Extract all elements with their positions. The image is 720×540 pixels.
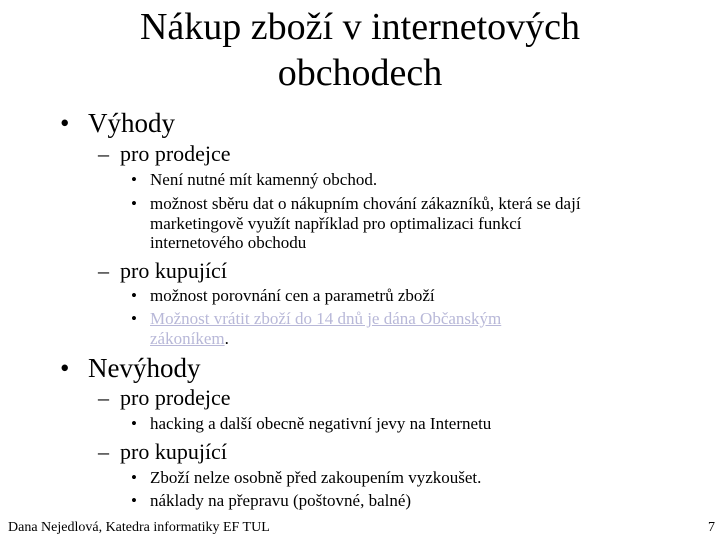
law-link-continuation[interactable]: zákoníkem (150, 329, 225, 348)
slide-title (60, 4, 660, 96)
law-link-suffix: . (224, 329, 229, 348)
bullet-level2-icon: – (98, 439, 109, 464)
bullet-level3-icon: • (131, 414, 137, 433)
bullet-level1-icon: • (60, 108, 70, 138)
group-heading-nevyhody-kupujici: pro kupující (120, 439, 227, 464)
list-item-text: možnost porovnání cen a parametrů zboží (150, 286, 435, 305)
list-item-text: Není nutné mít kamenný obchod. (150, 170, 378, 189)
page-number: 7 (708, 520, 715, 535)
group-heading-nevyhody-prodejce: pro prodejce (120, 385, 231, 410)
bullet-level3-icon: • (131, 170, 137, 189)
law-link[interactable]: Možnost vrátit zboží do 14 dnů je dána Občanským (150, 309, 502, 328)
section-heading-vyhody: Výhody (88, 108, 175, 138)
bullet-level3-icon: • (131, 468, 137, 487)
footer-text: Dana Nejedlová, Katedra informatiky EF TUL (8, 520, 270, 535)
list-item-text: marketingově využít například pro optimalizaci funkcí (150, 214, 522, 233)
group-heading-vyhody-prodejce: pro prodejce (120, 141, 231, 166)
bullet-level2-icon: – (98, 141, 109, 166)
list-item-text: internetového obchodu (150, 233, 307, 252)
bullet-level3-icon: • (131, 309, 137, 328)
bullet-level1-icon: • (60, 353, 70, 383)
bullet-level3-icon: • (131, 491, 137, 510)
bullet-level3-icon: • (131, 194, 137, 213)
bullet-level3-icon: • (131, 286, 137, 305)
slide-title-line-2: obchodech (277, 52, 443, 94)
section-heading-nevyhody: Nevýhody (88, 353, 201, 383)
list-item-text: náklady na přepravu (poštovné, balné) (150, 491, 412, 510)
list-item-text: Zboží nelze osobně před zakoupením vyzkoušet. (150, 468, 482, 487)
bullet-level2-icon: – (98, 385, 109, 410)
group-heading-vyhody-kupujici: pro kupující (120, 258, 227, 283)
law-link-line-2 (150, 329, 229, 349)
bullet-level2-icon: – (98, 258, 109, 283)
list-item-text: možnost sběru dat o nákupním chování zákazníků, která se dají (150, 194, 581, 213)
list-item-text: hacking a další obecně negativní jevy na Internetu (150, 414, 492, 433)
slide-title-line-1: Nákup zboží v internetových (139, 6, 581, 48)
